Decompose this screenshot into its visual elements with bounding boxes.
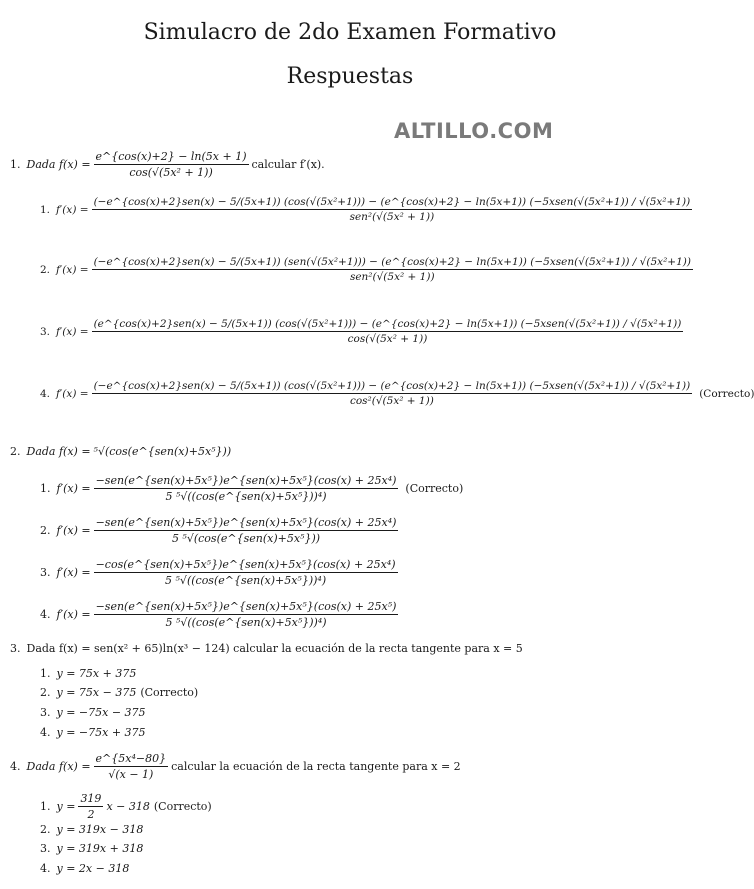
question-3-option-4[interactable]: 4. y = −75x + 375 xyxy=(40,726,146,739)
page-subtitle: Respuestas xyxy=(286,64,414,89)
correct-badge: (Correcto) xyxy=(153,800,212,813)
question-4-fraction: $\frac{\text{e\textasciicircum{}\{5x⁴−80\}}}{√(x - 1)}$ xyxy=(95,752,167,781)
question-3-option-2[interactable]: 2. y = 75x − 375 (Correcto) xyxy=(40,686,199,699)
question-1-option-4[interactable]: 4. f′(x) = (−e^{cos(x)+2}sen(x) − 5/(5x+1)) (cos(√(5x²+1))) − (e^{cos(x)+2} − ln(5x+1)) (−5xsen(√(5x²+1)) / √(5x²+1)) cos²(√(5x² + 1)) (Correcto) xyxy=(40,380,754,407)
question-3: 3. Dada f(x) = sen(x² + 65)ln(x³ − 124) calcular la ecuación de la recta tangente para x = 5 xyxy=(10,642,523,655)
question-1-fraction: $\frac{e\^{}\{\cos(x)+2\} - \ln(5x + 1)}{\text{cos(√(5x² + 1))}}$ xyxy=(95,150,247,179)
question-2-option-2[interactable]: 2. f′(x) = $\frac{\text{−sen(e\textasciicircum{}\{sen(x)+5x⁵\})e\textasciicircum{}\{sen(x)+5x⁵\}(cos(x) + 25x⁴)}}{\text{5 ⁵√(cos(e\textasciicircum{}\{sen(x)+5x⁵\}))}}$ xyxy=(40,516,397,545)
question-2: 2. Dada f(x) = ⁵√(cos(e^{sen(x)+5x⁵})) xyxy=(10,445,232,458)
question-1-option-1[interactable]: 1. f′(x) = (−e^{cos(x)+2}sen(x) − 5/(5x+1)) (cos(√(5x²+1))) − (e^{cos(x)+2} − ln(5x+1)) (−5xsen(√(5x²+1)) / √(5x²+1)) sen²(√(5x² + 1)) xyxy=(40,196,691,223)
question-2-option-1[interactable]: 1. f′(x) = $\frac{\text{−sen(e\textasciicircum{}\{sen(x)+5x⁵\})e\textasciicircum{}\{sen(x)+5x⁵\}(cos(x) + 25x⁴)}}{\text{5 ⁵√((cos(e\textasciicircum{}\{sen(x)+5x⁵\}))⁴)}}$ (Correcto) xyxy=(40,474,464,503)
question-2-option-4[interactable]: 4. f′(x) = $\frac{\text{−sen(e\textasciicircum{}\{sen(x)+5x⁵\})e\textasciicircum{}\{sen(x)+5x⁵\}(cos(x) + 25x⁵)}}{\text{5 ⁵√((cos(e\textasciicircum{}\{sen(x)+5x⁵\}))⁴)}}$ xyxy=(40,600,397,629)
question-3-option-3[interactable]: 3. y = −75x − 375 xyxy=(40,706,146,719)
question-1-option-2[interactable]: 2. f′(x) = (−e^{cos(x)+2}sen(x) − 5/(5x+1)) (sen(√(5x²+1))) − (e^{cos(x)+2} − ln(5x+1)) (−5xsen(√(5x²+1)) / √(5x²+1)) sen²(√(5x² + 1)) xyxy=(40,256,691,283)
question-3-option-1[interactable]: 1. y = 75x + 375 xyxy=(40,667,137,680)
correct-badge: (Correcto) xyxy=(140,686,199,699)
question-4-option-3[interactable]: 3. y = 319x + 318 xyxy=(40,842,144,855)
page-title: Simulacro de 2do Examen Formativo xyxy=(143,20,557,45)
correct-badge: (Correcto) xyxy=(405,482,464,495)
question-2-option-3[interactable]: 3. f′(x) = $\frac{\text{−cos(e\textasciicircum{}\{sen(x)+5x⁵\})e\textasciicircum{}\{sen(x)+5x⁵\}(cos(x) + 25x⁴)}}{\text{5 ⁵√((cos(e\textasciicircum{}\{sen(x)+5x⁵\}))⁴)}}$ xyxy=(40,558,396,587)
question-4: 4. Dada f(x) = $\frac{\text{e\textasciicircum{}\{5x⁴−80\}}}{√(x - 1)}$ calcular la ecuación de la recta tangente para x = 2 xyxy=(10,752,461,781)
watermark-logo: ALTILLO.COM xyxy=(394,119,554,143)
question-4-option-2[interactable]: 2. y = 319x − 318 xyxy=(40,823,144,836)
correct-badge: (Correcto) xyxy=(699,387,754,400)
question-1-option-3[interactable]: 3. f′(x) = (e^{cos(x)+2}sen(x) − 5/(5x+1)) (cos(√(5x²+1))) − (e^{cos(x)+2} − ln(5x+1)) (−5xsen(√(5x²+1)) / √(5x²+1)) cos(√(5x² + 1)) xyxy=(40,318,682,345)
question-1: 1. Dada f(x) = $\frac{e\^{}\{\cos(x)+2\} - \ln(5x + 1)}{\text{cos(√(5x² + 1))}}$ calcular f′(x). xyxy=(10,150,325,179)
question-4-option-4[interactable]: 4. y = 2x − 318 xyxy=(40,862,130,875)
question-4-option-1[interactable]: 1. y = $\frac{319}{2}$ x − 318 (Correcto) xyxy=(40,792,212,821)
